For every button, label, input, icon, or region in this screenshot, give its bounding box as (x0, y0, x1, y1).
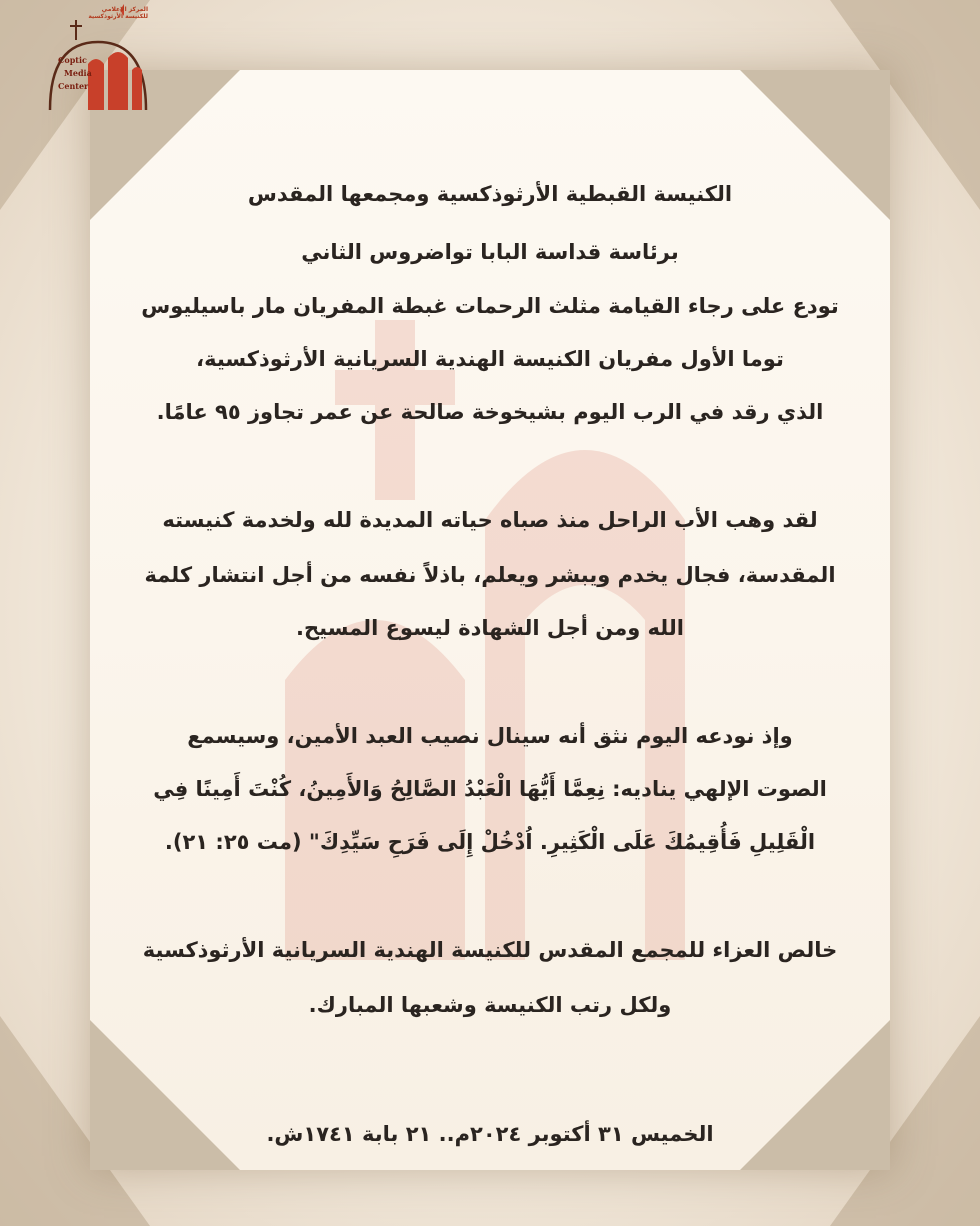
body-line: الْقَلِيلِ فَأُقِيمُكَ عَلَى الْكَثِيرِ. اُدْخُلْ إِلَى فَرَحِ سَيِّدِكَ" (مت ٢٥: ٢١). (164, 830, 816, 854)
header-line: توما الأول مفريان الكنيسة الهندية السريانية الأرثوذكسية، (196, 347, 784, 371)
announcement-text (140, 0, 840, 1226)
logo-arabic-name (88, 6, 148, 20)
header-line: الذي رقد في الرب اليوم بشيخوخة صالحة عن عمر تجاوز ٩٥ عامًا. (156, 400, 824, 424)
condolence-line: خالص العزاء للمجمع المقدس للكنيسة الهندية السريانية الأرثوذكسية (142, 938, 838, 962)
date-line: الخميس ٣١ أكتوبر ٢٠٢٤م.. ٢١ بابة ١٧٤١ش. (266, 1122, 714, 1146)
logo-name-line: للكنيسة الأرثوذكسية (88, 13, 148, 20)
header-line: تودع على رجاء القيامة مثلث الرحمات غبطة المفريان مار باسيليوس (141, 294, 839, 318)
header-line: برئاسة قداسة البابا تواضروس الثاني (301, 240, 679, 264)
body-line: المقدسة، فجال يخدم ويبشر ويعلم، باذلاً نفسه من أجل انتشار كلمة (144, 563, 836, 587)
logo-en-line: Media (64, 68, 92, 78)
coptic-media-center-logo (28, 2, 148, 114)
logo-english-name (58, 54, 92, 93)
body-line: لقد وهب الأب الراحل منذ صباه حياته المديدة لله ولخدمة كنيسته (162, 508, 818, 532)
body-line: الله ومن أجل الشهادة ليسوع المسيح. (296, 616, 684, 640)
body-line: الصوت الإلهي يناديه: نِعِمَّا أَيُّهَا الْعَبْدُ الصَّالِحُ وَالأَمِينُ، كُنْتَ أَمِينًا فِي (153, 777, 827, 801)
logo-name-line: المركز الإعلامي (101, 6, 148, 13)
header-line: الكنيسة القبطية الأرثوذكسية ومجمعها المقدس (247, 182, 733, 206)
logo-en-line: Coptic (58, 55, 87, 65)
condolence-line: ولكل رتب الكنيسة وشعبها المبارك. (308, 993, 672, 1017)
body-line: وإذ نودعه اليوم نثق أنه سينال نصيب العبد الأمين، وسيسمع (187, 724, 793, 748)
logo-en-line: Center (58, 81, 89, 91)
